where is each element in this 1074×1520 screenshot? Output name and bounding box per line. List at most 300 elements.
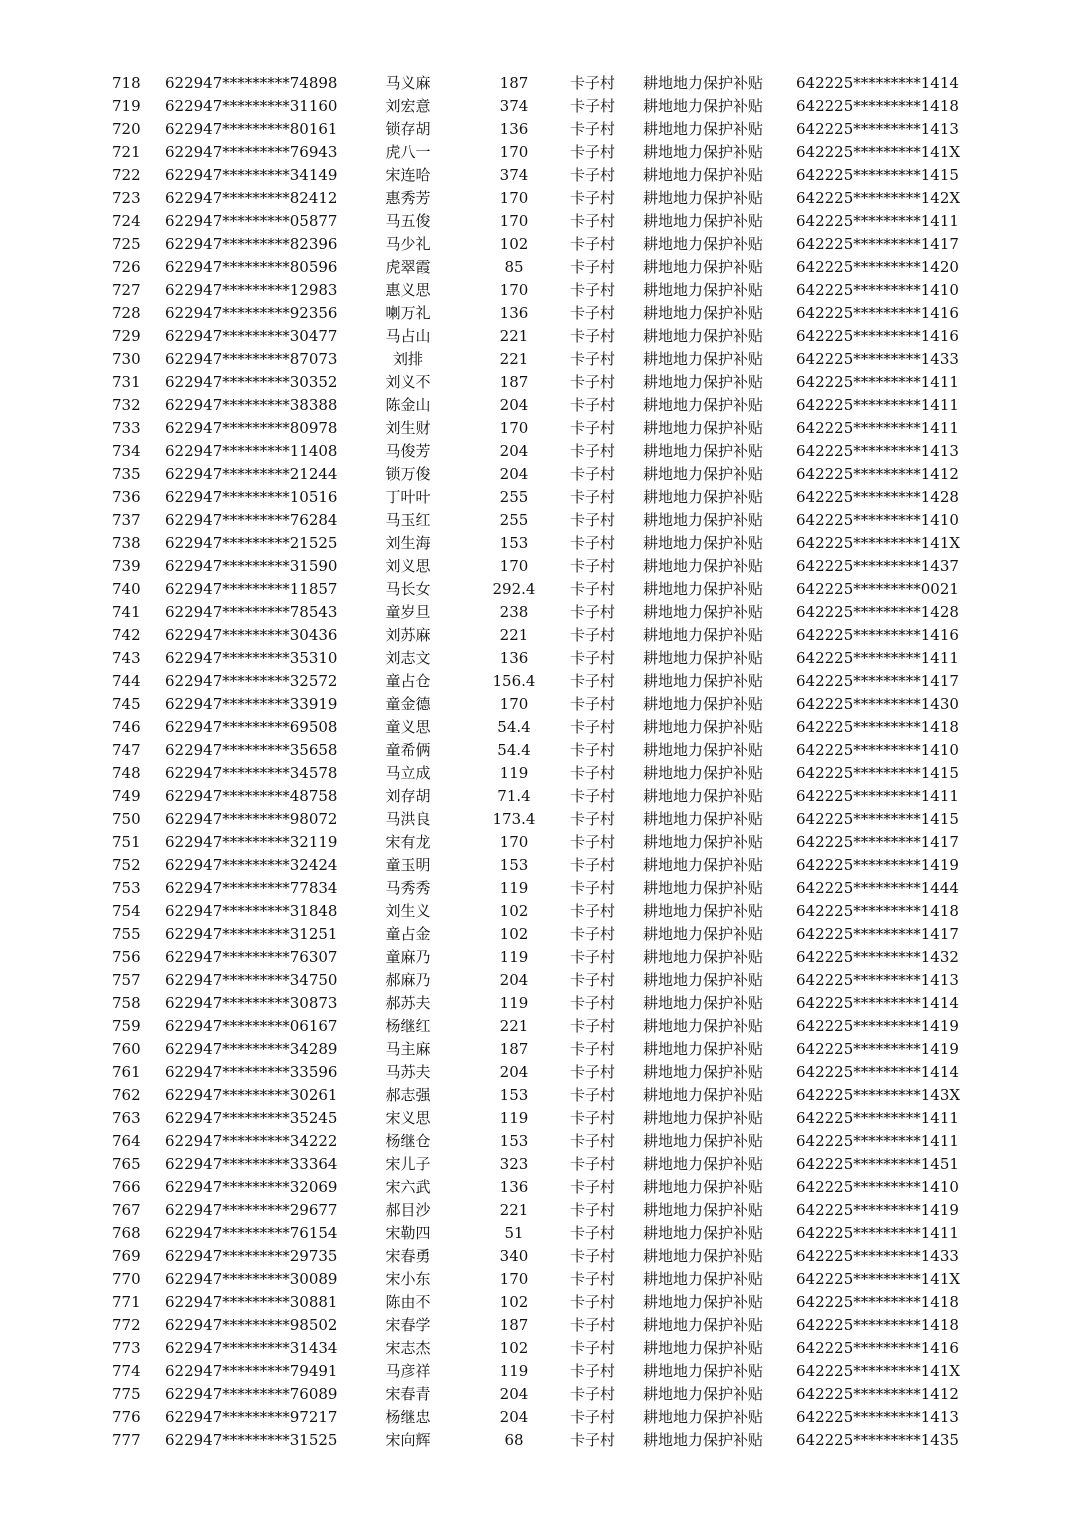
subsidy-amount: 187 (499, 1040, 529, 1058)
village-name: 卡子村 (570, 281, 616, 299)
id-number: 642225*********1414 (796, 74, 959, 92)
table-row (0, 992, 1074, 1015)
account-number: 622947*********21244 (165, 465, 338, 483)
person-name: 陈由不 (385, 1293, 431, 1311)
subsidy-amount: 119 (499, 879, 529, 897)
subsidy-type: 耕地地力保护补贴 (643, 1201, 764, 1219)
account-number: 622947*********29677 (165, 1201, 338, 1219)
account-number: 622947*********30261 (165, 1086, 338, 1104)
subsidy-table (0, 72, 1074, 1452)
subsidy-type: 耕地地力保护补贴 (643, 419, 764, 437)
id-number: 642225*********1410 (796, 1178, 959, 1196)
person-name: 马俊芳 (385, 442, 431, 460)
account-number: 622947*********98502 (165, 1316, 338, 1334)
subsidy-amount: 204 (499, 1063, 529, 1081)
person-name: 杨继红 (385, 1017, 431, 1035)
village-name: 卡子村 (570, 143, 616, 161)
person-name: 喇万礼 (385, 304, 431, 322)
subsidy-amount: 374 (499, 166, 529, 184)
person-name: 宋义思 (385, 1109, 431, 1127)
village-name: 卡子村 (570, 833, 616, 851)
account-number: 622947*********74898 (165, 74, 338, 92)
row-number: 756 (112, 948, 141, 966)
account-number: 622947*********06167 (165, 1017, 338, 1035)
account-number: 622947*********31848 (165, 902, 338, 920)
table-row (0, 1107, 1074, 1130)
account-number: 622947*********31160 (165, 97, 338, 115)
subsidy-type: 耕地地力保护补贴 (643, 764, 764, 782)
table-row (0, 877, 1074, 900)
subsidy-amount: 153 (499, 534, 529, 552)
row-number: 726 (112, 258, 141, 276)
id-number: 642225*********141X (796, 1362, 961, 1380)
person-name: 锁万俊 (385, 465, 431, 483)
account-number: 622947*********10516 (165, 488, 338, 506)
village-name: 卡子村 (570, 1431, 616, 1449)
subsidy-amount: 102 (499, 235, 529, 253)
subsidy-type: 耕地地力保护补贴 (643, 1408, 764, 1426)
person-name: 郝麻乃 (385, 971, 431, 989)
id-number: 642225*********1411 (796, 212, 959, 230)
row-number: 742 (112, 626, 141, 644)
village-name: 卡子村 (570, 97, 616, 115)
village-name: 卡子村 (570, 1063, 616, 1081)
subsidy-type: 耕地地力保护补贴 (643, 856, 764, 874)
subsidy-amount: 187 (499, 373, 529, 391)
subsidy-amount: 170 (499, 189, 529, 207)
village-name: 卡子村 (570, 787, 616, 805)
subsidy-type: 耕地地力保护补贴 (643, 143, 764, 161)
row-number: 736 (112, 488, 141, 506)
table-row (0, 923, 1074, 946)
subsidy-amount: 156.4 (492, 672, 536, 690)
subsidy-type: 耕地地力保护补贴 (643, 1270, 764, 1288)
village-name: 卡子村 (570, 718, 616, 736)
row-number: 749 (112, 787, 141, 805)
table-row (0, 900, 1074, 923)
subsidy-amount: 153 (499, 1132, 529, 1150)
person-name: 刘宏意 (385, 97, 431, 115)
village-name: 卡子村 (570, 994, 616, 1012)
id-number: 642225*********1433 (796, 350, 959, 368)
account-number: 622947*********11408 (165, 442, 338, 460)
account-number: 622947*********87073 (165, 350, 338, 368)
row-number: 735 (112, 465, 141, 483)
person-name: 刘志文 (385, 649, 431, 667)
row-number: 761 (112, 1063, 141, 1081)
row-number: 723 (112, 189, 141, 207)
row-number: 773 (112, 1339, 141, 1357)
id-number: 642225*********1418 (796, 1293, 959, 1311)
id-number: 642225*********1418 (796, 1316, 959, 1334)
subsidy-amount: 170 (499, 212, 529, 230)
village-name: 卡子村 (570, 258, 616, 276)
table-row (0, 1406, 1074, 1429)
person-name: 童麻乃 (385, 948, 431, 966)
row-number: 750 (112, 810, 141, 828)
person-name: 马长女 (385, 580, 431, 598)
row-number: 737 (112, 511, 141, 529)
subsidy-amount: 102 (499, 1339, 529, 1357)
person-name: 惠秀芳 (385, 189, 431, 207)
account-number: 622947*********21525 (165, 534, 338, 552)
person-name: 宋春青 (385, 1385, 431, 1403)
account-number: 622947*********30477 (165, 327, 338, 345)
id-number: 642225*********1414 (796, 994, 959, 1012)
id-number: 642225*********1417 (796, 672, 959, 690)
id-number: 642225*********1419 (796, 1201, 959, 1219)
account-number: 622947*********30352 (165, 373, 338, 391)
subsidy-type: 耕地地力保护补贴 (643, 396, 764, 414)
account-number: 622947*********98072 (165, 810, 338, 828)
table-row (0, 486, 1074, 509)
id-number: 642225*********1415 (796, 166, 959, 184)
table-row (0, 141, 1074, 164)
row-number: 771 (112, 1293, 141, 1311)
subsidy-amount: 119 (499, 1109, 529, 1127)
table-row (0, 1176, 1074, 1199)
person-name: 锁存胡 (385, 120, 431, 138)
row-number: 744 (112, 672, 141, 690)
subsidy-type: 耕地地力保护补贴 (643, 1109, 764, 1127)
account-number: 622947*********80978 (165, 419, 338, 437)
subsidy-type: 耕地地力保护补贴 (643, 971, 764, 989)
subsidy-type: 耕地地力保护补贴 (643, 1362, 764, 1380)
row-number: 739 (112, 557, 141, 575)
subsidy-type: 耕地地力保护补贴 (643, 1155, 764, 1173)
account-number: 622947*********69508 (165, 718, 338, 736)
subsidy-type: 耕地地力保护补贴 (643, 1316, 764, 1334)
person-name: 宋志杰 (385, 1339, 431, 1357)
person-name: 刘生义 (385, 902, 431, 920)
subsidy-amount: 102 (499, 902, 529, 920)
row-number: 757 (112, 971, 141, 989)
account-number: 622947*********31525 (165, 1431, 338, 1449)
id-number: 642225*********1416 (796, 304, 959, 322)
id-number: 642225*********141X (796, 1270, 961, 1288)
account-number: 622947*********30436 (165, 626, 338, 644)
account-number: 622947*********30873 (165, 994, 338, 1012)
subsidy-type: 耕地地力保护补贴 (643, 235, 764, 253)
table-row (0, 256, 1074, 279)
table-row (0, 118, 1074, 141)
subsidy-type: 耕地地力保护补贴 (643, 1178, 764, 1196)
village-name: 卡子村 (570, 1224, 616, 1242)
table-row (0, 647, 1074, 670)
row-number: 722 (112, 166, 141, 184)
person-name: 马苏夫 (385, 1063, 431, 1081)
account-number: 622947*********35658 (165, 741, 338, 759)
subsidy-amount: 170 (499, 695, 529, 713)
table-row (0, 946, 1074, 969)
village-name: 卡子村 (570, 1040, 616, 1058)
subsidy-type: 耕地地力保护补贴 (643, 626, 764, 644)
account-number: 622947*********35245 (165, 1109, 338, 1127)
village-name: 卡子村 (570, 695, 616, 713)
subsidy-amount: 119 (499, 994, 529, 1012)
person-name: 童金德 (385, 695, 431, 713)
row-number: 720 (112, 120, 141, 138)
subsidy-amount: 136 (499, 120, 529, 138)
subsidy-amount: 136 (499, 304, 529, 322)
subsidy-type: 耕地地力保护补贴 (643, 1247, 764, 1265)
subsidy-amount: 238 (499, 603, 529, 621)
village-name: 卡子村 (570, 1316, 616, 1334)
account-number: 622947*********31251 (165, 925, 338, 943)
row-number: 772 (112, 1316, 141, 1334)
subsidy-type: 耕地地力保护补贴 (643, 580, 764, 598)
subsidy-amount: 170 (499, 419, 529, 437)
village-name: 卡子村 (570, 373, 616, 391)
account-number: 622947*********33596 (165, 1063, 338, 1081)
person-name: 郝苏夫 (385, 994, 431, 1012)
table-row (0, 1199, 1074, 1222)
village-name: 卡子村 (570, 856, 616, 874)
row-number: 758 (112, 994, 141, 1012)
village-name: 卡子村 (570, 971, 616, 989)
person-name: 马秀秀 (385, 879, 431, 897)
row-number: 719 (112, 97, 141, 115)
row-number: 769 (112, 1247, 141, 1265)
account-number: 622947*********76154 (165, 1224, 338, 1242)
row-number: 745 (112, 695, 141, 713)
row-number: 763 (112, 1109, 141, 1127)
person-name: 马占山 (385, 327, 431, 345)
subsidy-amount: 204 (499, 396, 529, 414)
row-number: 746 (112, 718, 141, 736)
village-name: 卡子村 (570, 741, 616, 759)
subsidy-type: 耕地地力保护补贴 (643, 304, 764, 322)
table-row (0, 95, 1074, 118)
account-number: 622947*********82396 (165, 235, 338, 253)
subsidy-amount: 170 (499, 557, 529, 575)
subsidy-type: 耕地地力保护补贴 (643, 1385, 764, 1403)
person-name: 刘存胡 (385, 787, 431, 805)
account-number: 622947*********30881 (165, 1293, 338, 1311)
subsidy-type: 耕地地力保护补贴 (643, 189, 764, 207)
subsidy-type: 耕地地力保护补贴 (643, 1293, 764, 1311)
id-number: 642225*********1417 (796, 833, 959, 851)
village-name: 卡子村 (570, 1408, 616, 1426)
subsidy-type: 耕地地力保护补贴 (643, 557, 764, 575)
village-name: 卡子村 (570, 1086, 616, 1104)
subsidy-amount: 54.4 (497, 741, 531, 759)
subsidy-amount: 170 (499, 281, 529, 299)
person-name: 童岁旦 (385, 603, 431, 621)
subsidy-type: 耕地地力保护补贴 (643, 718, 764, 736)
table-row (0, 808, 1074, 831)
village-name: 卡子村 (570, 212, 616, 230)
table-row (0, 578, 1074, 601)
id-number: 642225*********1411 (796, 419, 959, 437)
id-number: 642225*********1415 (796, 810, 959, 828)
subsidy-type: 耕地地力保护补贴 (643, 258, 764, 276)
subsidy-amount: 374 (499, 97, 529, 115)
subsidy-amount: 187 (499, 74, 529, 92)
table-row (0, 1038, 1074, 1061)
subsidy-type: 耕地地力保护补贴 (643, 948, 764, 966)
row-number: 759 (112, 1017, 141, 1035)
subsidy-amount: 173.4 (492, 810, 536, 828)
id-number: 642225*********1417 (796, 925, 959, 943)
account-number: 622947*********76284 (165, 511, 338, 529)
village-name: 卡子村 (570, 419, 616, 437)
village-name: 卡子村 (570, 534, 616, 552)
subsidy-type: 耕地地力保护补贴 (643, 1063, 764, 1081)
person-name: 刘排 (392, 350, 423, 368)
subsidy-type: 耕地地力保护补贴 (643, 327, 764, 345)
row-number: 765 (112, 1155, 141, 1173)
account-number: 622947*********76089 (165, 1385, 338, 1403)
village-name: 卡子村 (570, 465, 616, 483)
table-row (0, 1383, 1074, 1406)
id-number: 642225*********1412 (796, 465, 959, 483)
account-number: 622947*********34750 (165, 971, 338, 989)
village-name: 卡子村 (570, 1293, 616, 1311)
person-name: 马彦祥 (385, 1362, 431, 1380)
account-number: 622947*********76307 (165, 948, 338, 966)
person-name: 刘义思 (385, 557, 431, 575)
account-number: 622947*********38388 (165, 396, 338, 414)
subsidy-amount: 102 (499, 1293, 529, 1311)
subsidy-amount: 153 (499, 1086, 529, 1104)
id-number: 642225*********1432 (796, 948, 959, 966)
row-number: 752 (112, 856, 141, 874)
account-number: 622947*********78543 (165, 603, 338, 621)
village-name: 卡子村 (570, 1109, 616, 1127)
subsidy-type: 耕地地力保护补贴 (643, 672, 764, 690)
subsidy-type: 耕地地力保护补贴 (643, 925, 764, 943)
subsidy-type: 耕地地力保护补贴 (643, 1086, 764, 1104)
row-number: 766 (112, 1178, 141, 1196)
subsidy-type: 耕地地力保护补贴 (643, 350, 764, 368)
person-name: 杨继仓 (385, 1132, 431, 1150)
person-name: 丁叶叶 (385, 488, 431, 506)
id-number: 642225*********1417 (796, 235, 959, 253)
subsidy-amount: 170 (499, 1270, 529, 1288)
id-number: 642225*********0021 (796, 580, 959, 598)
row-number: 770 (112, 1270, 141, 1288)
village-name: 卡子村 (570, 649, 616, 667)
person-name: 惠义思 (385, 281, 431, 299)
id-number: 642225*********141X (796, 143, 961, 161)
row-number: 775 (112, 1385, 141, 1403)
village-name: 卡子村 (570, 1385, 616, 1403)
account-number: 622947*********34289 (165, 1040, 338, 1058)
subsidy-amount: 136 (499, 649, 529, 667)
account-number: 622947*********80596 (165, 258, 338, 276)
id-number: 642225*********1419 (796, 1040, 959, 1058)
table-row (0, 348, 1074, 371)
id-number: 642225*********1413 (796, 971, 959, 989)
village-name: 卡子村 (570, 350, 616, 368)
village-name: 卡子村 (570, 1178, 616, 1196)
village-name: 卡子村 (570, 166, 616, 184)
subsidy-amount: 221 (499, 1201, 529, 1219)
person-name: 宋六武 (385, 1178, 431, 1196)
subsidy-amount: 119 (499, 1362, 529, 1380)
subsidy-type: 耕地地力保护补贴 (643, 787, 764, 805)
person-name: 刘苏麻 (385, 626, 431, 644)
subsidy-amount: 221 (499, 1017, 529, 1035)
id-number: 642225*********1411 (796, 787, 959, 805)
subsidy-type: 耕地地力保护补贴 (643, 833, 764, 851)
id-number: 642225*********1411 (796, 373, 959, 391)
subsidy-amount: 204 (499, 442, 529, 460)
row-number: 728 (112, 304, 141, 322)
id-number: 642225*********1412 (796, 1385, 959, 1403)
id-number: 642225*********1418 (796, 718, 959, 736)
subsidy-type: 耕地地力保护补贴 (643, 166, 764, 184)
account-number: 622947*********05877 (165, 212, 338, 230)
id-number: 642225*********1411 (796, 1109, 959, 1127)
table-row (0, 394, 1074, 417)
subsidy-type: 耕地地力保护补贴 (643, 511, 764, 529)
subsidy-amount: 204 (499, 1408, 529, 1426)
id-number: 642225*********1416 (796, 327, 959, 345)
account-number: 622947*********82412 (165, 189, 338, 207)
village-name: 卡子村 (570, 488, 616, 506)
id-number: 642225*********1433 (796, 1247, 959, 1265)
person-name: 童占金 (385, 925, 431, 943)
subsidy-type: 耕地地力保护补贴 (643, 879, 764, 897)
village-name: 卡子村 (570, 1132, 616, 1150)
person-name: 宋向辉 (385, 1431, 431, 1449)
person-name: 马少礼 (385, 235, 431, 253)
id-number: 642225*********1411 (796, 396, 959, 414)
id-number: 642225*********143X (796, 1086, 961, 1104)
village-name: 卡子村 (570, 879, 616, 897)
person-name: 童玉明 (385, 856, 431, 874)
row-number: 755 (112, 925, 141, 943)
table-row (0, 371, 1074, 394)
account-number: 622947*********33364 (165, 1155, 338, 1173)
row-number: 725 (112, 235, 141, 253)
id-number: 642225*********1410 (796, 281, 959, 299)
subsidy-type: 耕地地力保护补贴 (643, 1132, 764, 1150)
table-row (0, 1061, 1074, 1084)
id-number: 642225*********1413 (796, 1408, 959, 1426)
table-row (0, 762, 1074, 785)
id-number: 642225*********1411 (796, 1224, 959, 1242)
id-number: 642225*********1430 (796, 695, 959, 713)
id-number: 642225*********1413 (796, 442, 959, 460)
table-row (0, 417, 1074, 440)
row-number: 760 (112, 1040, 141, 1058)
row-number: 740 (112, 580, 141, 598)
subsidy-amount: 85 (504, 258, 524, 276)
row-number: 768 (112, 1224, 141, 1242)
row-number: 767 (112, 1201, 141, 1219)
person-name: 宋连哈 (385, 166, 431, 184)
id-number: 642225*********1419 (796, 1017, 959, 1035)
village-name: 卡子村 (570, 74, 616, 92)
subsidy-type: 耕地地力保护补贴 (643, 741, 764, 759)
account-number: 622947*********31590 (165, 557, 338, 575)
person-name: 马立成 (385, 764, 431, 782)
subsidy-type: 耕地地力保护补贴 (643, 1017, 764, 1035)
person-name: 宋儿子 (385, 1155, 431, 1173)
person-name: 宋小东 (385, 1270, 431, 1288)
id-number: 642225*********1420 (796, 258, 959, 276)
row-number: 727 (112, 281, 141, 299)
table-row (0, 1314, 1074, 1337)
village-name: 卡子村 (570, 1270, 616, 1288)
table-row (0, 716, 1074, 739)
subsidy-amount: 187 (499, 1316, 529, 1334)
table-row (0, 302, 1074, 325)
village-name: 卡子村 (570, 948, 616, 966)
